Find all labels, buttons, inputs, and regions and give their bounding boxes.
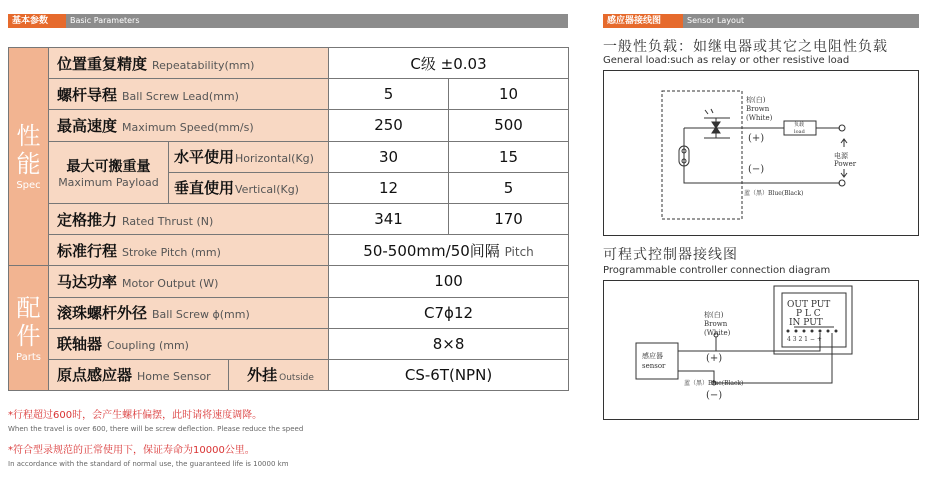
label-cn: 最大可搬重量: [66, 158, 151, 175]
label-cn: 位置重复精度: [57, 54, 148, 73]
label-en: Ball Screw ϕ(mm): [152, 308, 250, 322]
header-title-en: Sensor Layout: [687, 16, 745, 25]
brown-label-en: Brown: [704, 320, 728, 328]
repeatability-value: C级 ±0.03: [329, 48, 569, 79]
basic-parameters-header: [8, 14, 568, 28]
output-label: OUT PUT: [787, 300, 831, 310]
motor-value: 100: [329, 266, 569, 297]
label-cn: 定格推力: [57, 210, 118, 229]
label-cn: 最高速度: [57, 116, 118, 135]
blue-label: 蓝（黑）Blue(Black): [684, 380, 744, 387]
note-travel-en: When the travel is over 600, there will be screw deflection. Please reduce the speed: [8, 425, 304, 433]
speed-value-2: 500: [449, 110, 569, 141]
table-row: [9, 48, 569, 79]
thrust-value-1: 341: [329, 203, 449, 234]
payload-horizontal-label: [169, 141, 329, 172]
home-sensor-label: [49, 359, 229, 390]
note-life-cn: *符合型录规范的正常使用下，保证寿命为10000公里。: [8, 445, 255, 456]
minus-label: (−): [706, 390, 723, 401]
label-en: Home Sensor: [137, 370, 211, 384]
spec-category-cn1: 性: [16, 122, 41, 151]
label-cn: 水平使用: [174, 148, 235, 167]
label-en: Maximum Payload: [58, 175, 159, 189]
label-en: Outside: [279, 373, 314, 384]
label-cn: 滚珠螺杆外径: [57, 304, 148, 323]
lead-value-2: 10: [449, 79, 569, 110]
speed-value-1: 250: [329, 110, 449, 141]
payload-horizontal-value-2: 15: [449, 141, 569, 172]
brown-label-en: Brown: [746, 105, 770, 113]
table-row: [9, 79, 569, 110]
load-label-cn: 负载: [794, 122, 805, 128]
home-sensor-value: CS-6T(NPN): [329, 359, 569, 390]
label-en: Repeatability(mm): [152, 58, 255, 72]
spec-category-cn2: 能: [16, 150, 41, 179]
label-cn: 垂直使用: [174, 179, 235, 198]
load-label-en: load: [794, 129, 805, 135]
note-travel-cn: *行程超过600时，会产生螺杆偏摆，此时请将速度调降。: [8, 410, 263, 421]
spec-table: [8, 47, 569, 391]
lead-value-1: 5: [329, 79, 449, 110]
stroke-value-suffix: Pitch: [504, 244, 534, 259]
table-row: [9, 110, 569, 141]
general-load-subtitle: General load:such as relay or other resistive load: [603, 55, 850, 66]
parts-category-cn1: 配: [16, 293, 41, 322]
spec-category-en: Spec: [16, 180, 41, 192]
sensor-layout-header: [603, 14, 919, 28]
pin-numbers: 4 3 2 1 − +: [787, 336, 822, 343]
plc-diagram: [603, 280, 919, 420]
stroke-label: [49, 235, 329, 266]
input-label: IN PUT: [789, 318, 823, 328]
label-cn: 联轴器: [57, 335, 103, 354]
parts-category-cn2: 件: [16, 321, 41, 350]
parts-category: [9, 266, 49, 391]
table-row: [9, 203, 569, 234]
screw-label: [49, 297, 329, 328]
table-row: [9, 297, 569, 328]
power-label-en: Power: [834, 160, 857, 168]
label-cn: 螺杆导程: [57, 85, 118, 104]
label-cn: 外挂: [247, 366, 278, 385]
payload-horizontal-value-1: 30: [329, 141, 449, 172]
repeatability-label: [49, 48, 329, 79]
label-en: Maximum Speed(mm/s): [122, 120, 254, 134]
sensor-label-cn: 感应器: [642, 352, 663, 360]
home-sensor-outside-label: [229, 359, 329, 390]
brown-label-cn: 棕(白): [746, 96, 766, 104]
speed-label: [49, 110, 329, 141]
power-label-cn: 电源: [834, 152, 848, 160]
plus-label: (+): [748, 133, 765, 144]
payload-vertical-label: [169, 172, 329, 203]
parts-category-en: Parts: [16, 351, 41, 363]
plc-subtitle: Programmable controller connection diagram: [603, 265, 831, 276]
label-en: Horizontal(Kg): [235, 152, 314, 166]
spec-category: [9, 48, 49, 266]
white-label-en: (White): [746, 114, 773, 122]
lead-label: [49, 79, 329, 110]
payload-vertical-value-1: 12: [329, 172, 449, 203]
label-cn: 马达功率: [57, 272, 118, 291]
label-en: Vertical(Kg): [235, 183, 299, 197]
header-title-cn: 感应器接线图: [607, 16, 662, 26]
label-cn: 标准行程: [57, 241, 118, 260]
header-title-en: Basic Parameters: [70, 16, 140, 25]
general-load-title: 一般性负载：如继电器或其它之电阻性负载: [603, 39, 888, 55]
plc-title: 可程式控制器接线图: [603, 247, 738, 263]
header-title-cn: 基本参数: [12, 16, 49, 26]
table-row: [9, 359, 569, 390]
stroke-value-text: 50-500mm/50间隔: [363, 241, 500, 260]
blue-label: 蓝（黑）Blue(Black): [744, 190, 804, 197]
plc-circuit: [604, 281, 918, 419]
label-en: Motor Output (W): [122, 276, 219, 290]
label-cn: 原点感应器: [57, 366, 133, 385]
label-en: Ball Screw Lead(mm): [122, 89, 239, 103]
white-label-en: (White): [704, 329, 731, 337]
note-life-en: In accordance with the standard of normal use, the guaranteed life is 10000 km: [8, 460, 289, 468]
minus-label: (−): [748, 164, 765, 175]
brown-label-cn: 棕(白): [704, 311, 724, 319]
label-en: Rated Thrust (N): [122, 214, 214, 228]
motor-label: [49, 266, 329, 297]
payload-label: [49, 141, 169, 203]
table-row: [9, 266, 569, 297]
stroke-value: [329, 235, 569, 266]
sensor-outline: [662, 91, 742, 219]
table-row: [9, 141, 569, 172]
table-row: [9, 235, 569, 266]
label-en: Stroke Pitch (mm): [122, 245, 221, 259]
thrust-value-2: 170: [449, 203, 569, 234]
sensor-label-en: sensor: [642, 362, 666, 370]
table-row: [9, 328, 569, 359]
sensor-box: [636, 343, 678, 379]
coupling-value: 8×8: [329, 328, 569, 359]
general-load-diagram: [603, 70, 919, 236]
general-load-circuit: [604, 71, 918, 235]
payload-vertical-value-2: 5: [449, 172, 569, 203]
coupling-label: [49, 328, 329, 359]
plus-label: (+): [706, 353, 723, 364]
thrust-label: [49, 203, 329, 234]
label-en: Coupling (mm): [107, 339, 189, 353]
plc-label: P L C: [796, 309, 821, 319]
screw-value: C7ϕ12: [329, 297, 569, 328]
